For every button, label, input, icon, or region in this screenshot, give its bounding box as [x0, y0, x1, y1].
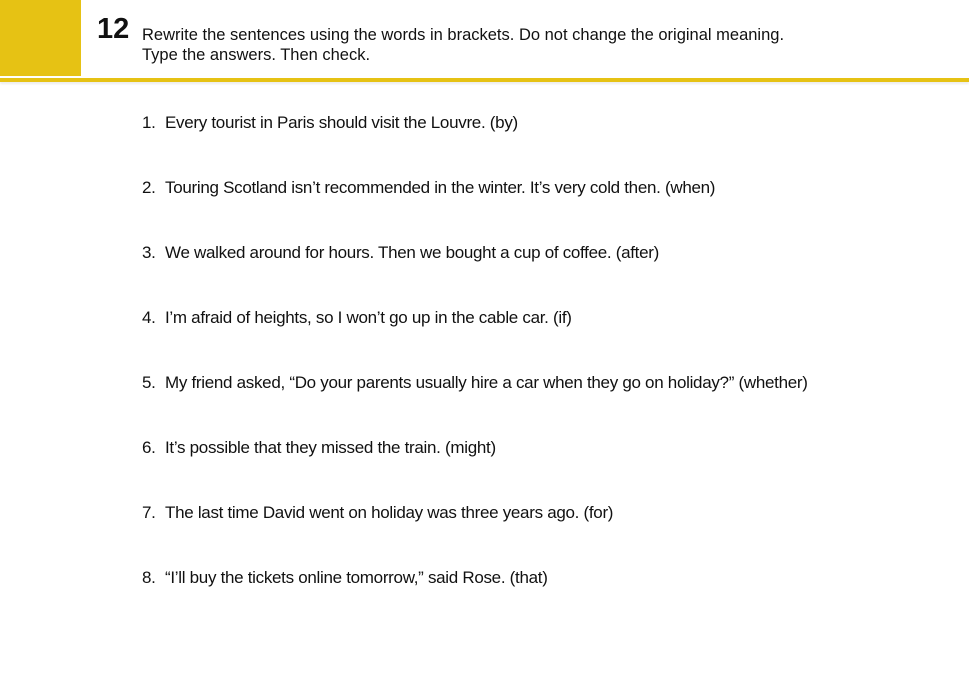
header-divider	[0, 78, 969, 82]
question-number: 4.	[142, 308, 156, 327]
question-item-5	[142, 368, 808, 433]
instructions-line-1: Rewrite the sentences using the words in brackets. Do not change the original meaning.	[142, 26, 785, 44]
question-number: 7.	[142, 503, 156, 522]
question-text: We walked around for hours. Then we bought a cup of coffee. (after)	[165, 243, 659, 262]
question-text: Every tourist in Paris should visit the Louvre. (by)	[165, 113, 518, 132]
question-text: It’s possible that they missed the train. (might)	[165, 438, 496, 457]
question-text: Touring Scotland isn’t recommended in the winter. It’s very cold then. (when)	[165, 178, 716, 197]
question-item-3	[142, 238, 808, 303]
question-item-2	[142, 173, 808, 238]
question-text: The last time David went on holiday was three years ago. (for)	[165, 503, 614, 522]
question-text: My friend asked, “Do your parents usually hire a car when they go on holiday?” (whether)	[165, 373, 808, 392]
question-item-4	[142, 303, 808, 368]
question-text: “I’ll buy the tickets online tomorrow,” said Rose. (that)	[165, 568, 548, 587]
question-number: 8.	[142, 568, 156, 587]
question-item-1	[142, 108, 808, 173]
question-item-7	[142, 498, 808, 563]
question-number: 5.	[142, 373, 156, 392]
question-number: 3.	[142, 243, 156, 262]
exercise-header	[0, 0, 969, 80]
exercise-instructions	[142, 25, 942, 65]
instructions-line-2: Type the answers. Then check.	[142, 46, 371, 64]
question-number: 2.	[142, 178, 156, 197]
question-item-8	[142, 563, 808, 628]
exercise-number: 12	[97, 13, 130, 45]
question-list	[142, 108, 808, 628]
question-item-6	[142, 433, 808, 498]
question-number: 6.	[142, 438, 156, 457]
question-text: I’m afraid of heights, so I won’t go up in the cable car. (if)	[165, 308, 572, 327]
question-number: 1.	[142, 113, 156, 132]
accent-block	[0, 0, 81, 76]
